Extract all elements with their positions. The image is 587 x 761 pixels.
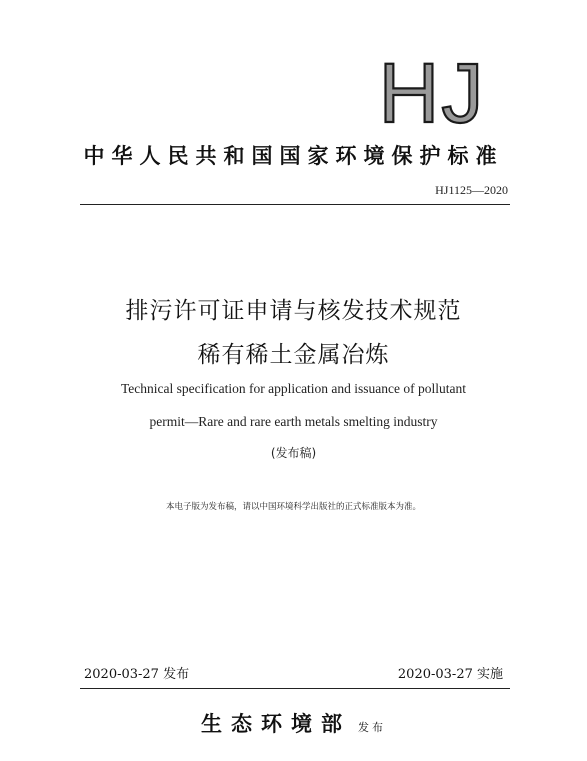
header-divider — [80, 204, 510, 205]
issuer-line — [0, 708, 587, 738]
electronic-version-note: 本电子版为发布稿，请以中国环境科学出版社的正式标准版本为准。 — [165, 502, 421, 512]
footer-divider — [80, 688, 510, 689]
standard-number: HJ1125—2020 — [435, 183, 508, 197]
title-line-1: 排污许可证申请与核发技术规范 — [125, 298, 462, 324]
hj-logo-text: HJ — [378, 52, 486, 130]
english-title-line-2: permit—Rare and rare earth metals smelting industry — [149, 414, 438, 429]
issuer-suffix: 发布 — [358, 721, 387, 734]
issuer-name: 生态环境部 — [200, 712, 351, 736]
publish-date: 2020-03-27 发布 — [84, 667, 190, 682]
hj-logo — [372, 52, 492, 130]
draft-label: (发布稿) — [270, 446, 317, 460]
implementation-date: 2020-03-27 实施 — [397, 667, 503, 682]
english-title-line-1: Technical specification for application and issuance of pollutant — [120, 381, 467, 396]
issuing-organization-title: 中华人民共和国国家环境保护标准 — [83, 144, 504, 168]
title-line-2: 稀有稀土金属冶炼 — [197, 342, 390, 368]
